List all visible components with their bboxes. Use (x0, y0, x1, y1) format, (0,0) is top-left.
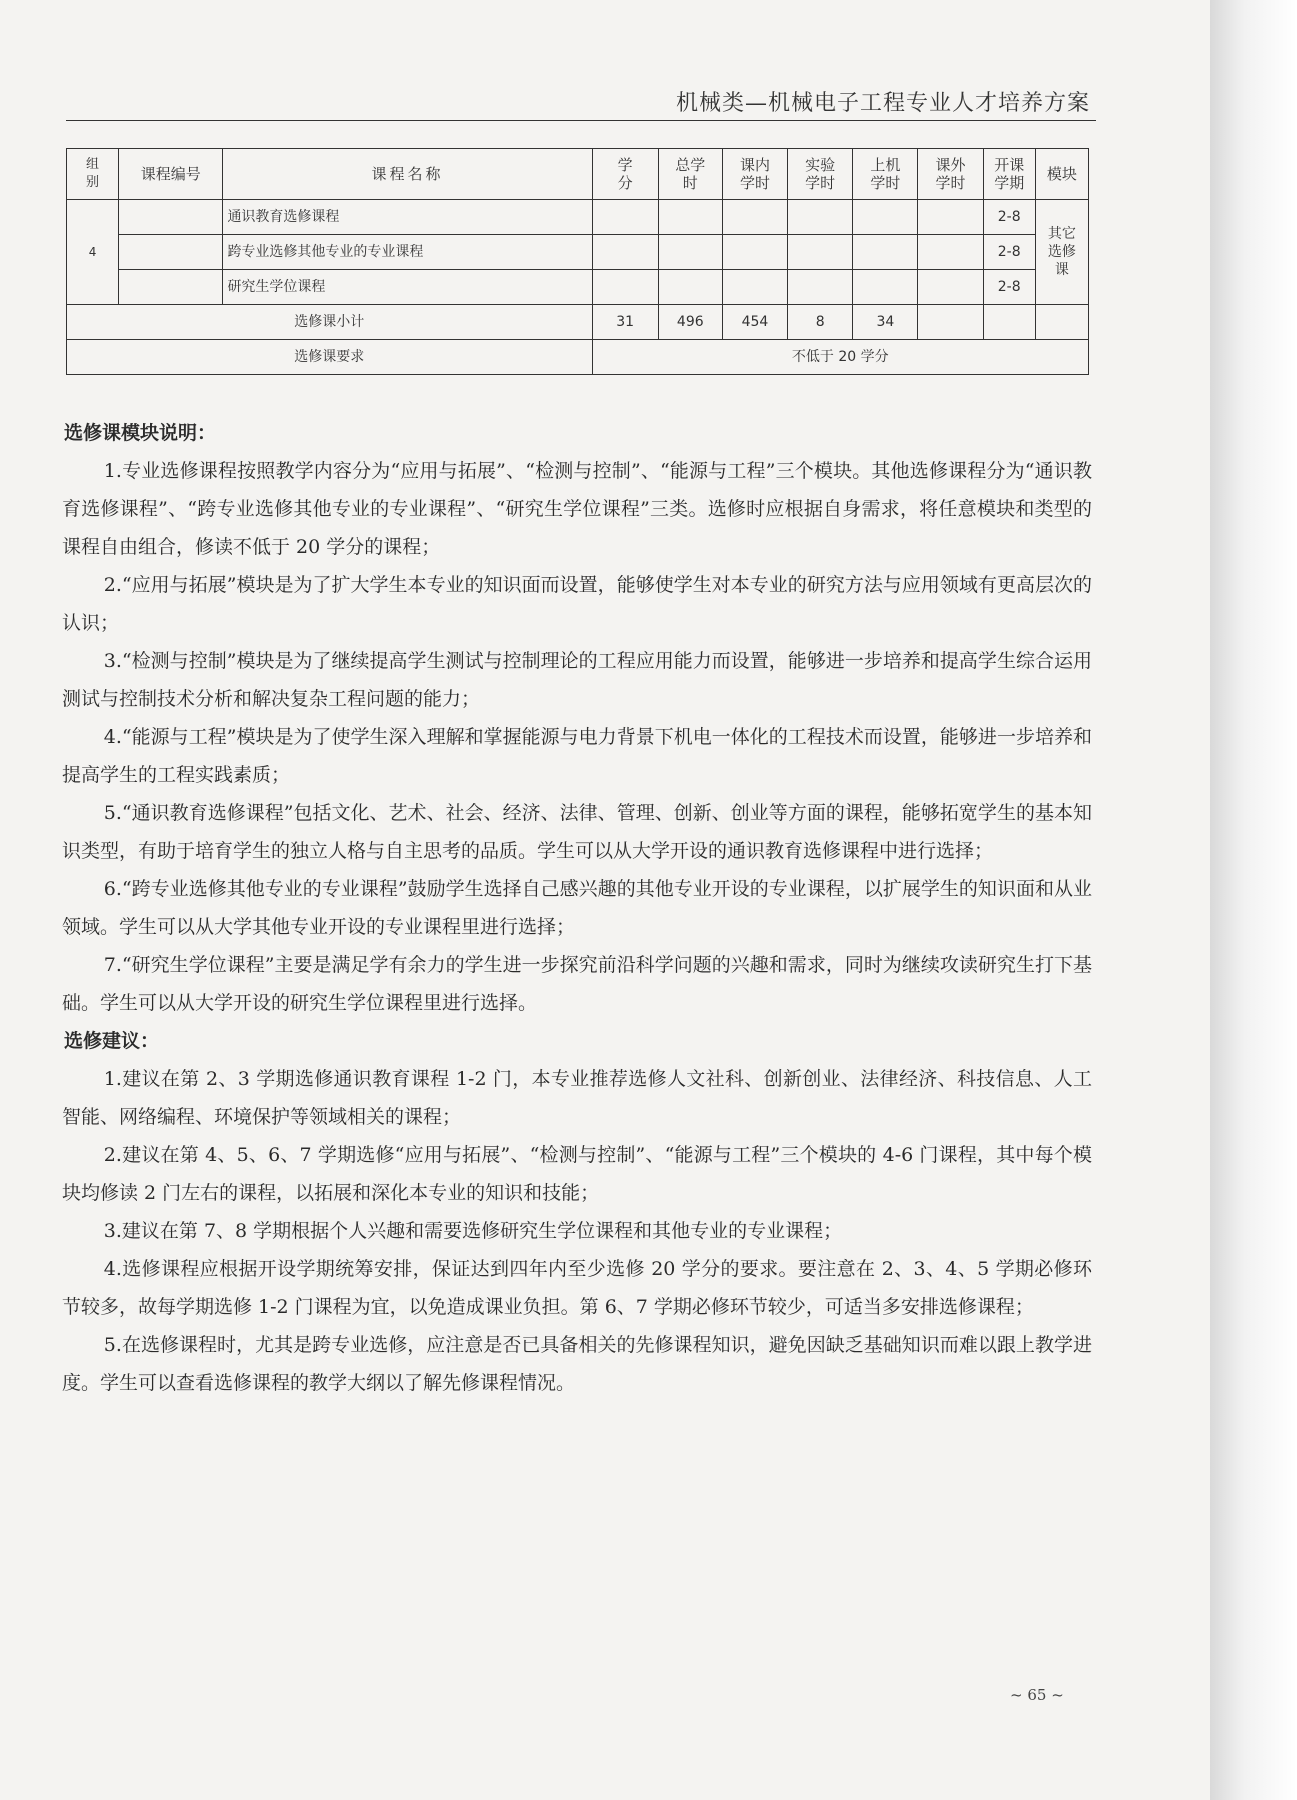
semester-cell: 2-8 (983, 200, 1035, 235)
course-table (66, 148, 1089, 375)
module-note-paragraph: 7.“研究生学位课程”主要是满足学有余力的学生进一步探究前沿科学问题的兴趣和需求，同时为继续攻读研究生打下基础。学生可以从大学开设的研究生学位课程里进行选择。 (62, 954, 1092, 1014)
semester-cell: 2-8 (983, 235, 1035, 270)
subtotal-lecture-hours: 454 (722, 305, 787, 340)
suggestion-paragraph: 4.选修课程应根据开设学期统筹安排，保证达到四年内至少选修 20 学分的要求。要注意在 2、3、4、5 学期必修环节较多，故每学期选修 1-2 门课程为宜，以免造成课业负担。第 6、7 学期必修环节较少，可适当多安排选修课程； (62, 1258, 1092, 1318)
module-note-paragraph: 4.“能源与工程”模块是为了使学生深入理解和掌握能源与电力背景下机电一体化的工程技术而设置，能够进一步培养和提高学生的工程实践素质； (62, 726, 1092, 786)
subtotal-lab-hours: 8 (788, 305, 853, 340)
requirement-row (67, 340, 1089, 375)
suggestions-heading: 选修建议： (64, 1030, 160, 1052)
subtotal-total-hours: 496 (658, 305, 722, 340)
suggestion-paragraph: 2.建议在第 4、5、6、7 学期选修“应用与拓展”、“检测与控制”、“能源与工程”三个模块的 4-6 门课程，其中每个模块均修读 2 门左右的课程，以拓展和深化本专业的知识和技能； (62, 1144, 1092, 1204)
table-row (67, 270, 1089, 305)
header-lab-hours: 实验学时 (788, 149, 853, 200)
table-row (67, 235, 1089, 270)
header-title: 机械类—机械电子工程专业人才培养方案 (675, 91, 1090, 116)
header-extra-hours: 课外学时 (918, 149, 983, 200)
requirement-label: 选修课要求 (67, 340, 593, 375)
header-course-code: 课程编号 (119, 149, 223, 200)
header-group: 组别 (67, 149, 119, 200)
suggestion-paragraph: 1.建议在第 2、3 学期选修通识教育课程 1-2 门，本专业推荐选修人文社科、创新创业、法律经济、科技信息、人工智能、网络编程、环境保护等领域相关的课程； (62, 1068, 1092, 1128)
subtotal-credits: 31 (592, 305, 658, 340)
module-note-paragraph: 2.“应用与拓展”模块是为了扩大学生本专业的知识面而设置，能够使学生对本专业的研究方法与应用领域有更高层次的认识； (62, 574, 1092, 634)
group-cell: 4 (67, 200, 119, 305)
requirement-value: 不低于 20 学分 (592, 340, 1088, 375)
header-credits: 学分 (592, 149, 658, 200)
module-note-paragraph: 1.专业选修课程按照教学内容分为“应用与拓展”、“检测与控制”、“能源与工程”三个模块。其他选修课程分为“通识教育选修课程”、“跨专业选修其他专业的专业课程”、“研究生学位课程”三类。选修时应根据自身需求，将任意模块和类型的课程自由组合，修读不低于 20 学分的课程； (62, 460, 1092, 558)
module-notes-section (62, 414, 1092, 1402)
course-name-cell: 跨专业选修其他专业的专业课程 (223, 235, 592, 270)
module-note-paragraph: 6.“跨专业选修其他专业的专业课程”鼓励学生选择自己感兴趣的其他专业开设的专业课程，以扩展学生的知识面和从业领域。学生可以从大学其他专业开设的专业课程里进行选择； (62, 878, 1092, 938)
header-total-hours: 总学时 (658, 149, 722, 200)
header-course-name: 课程名称 (223, 149, 592, 200)
suggestion-paragraph: 3.建议在第 7、8 学期根据个人兴趣和需要选修研究生学位课程和其他专业的专业课程； (103, 1220, 843, 1242)
subtotal-row (67, 305, 1089, 340)
subtotal-computer-hours: 34 (853, 305, 918, 340)
page-edge (1210, 0, 1297, 1800)
header-computer-hours: 上机学时 (853, 149, 918, 200)
module-note-paragraph: 3.“检测与控制”模块是为了继续提高学生测试与控制理论的工程应用能力而设置，能够进一步培养和提高学生综合运用测试与控制技术分析和解决复杂工程问题的能力； (62, 650, 1092, 710)
course-code-cell (119, 200, 223, 235)
header-lecture-hours: 课内学时 (722, 149, 787, 200)
page-header (66, 86, 1096, 121)
module-note-paragraph: 5.“通识教育选修课程”包括文化、艺术、社会、经济、法律、管理、创新、创业等方面的课程，能够拓宽学生的基本知识类型，有助于培育学生的独立人格与自主思考的品质。学生可以从大学开设的通识教育选修课程中进行选择； (62, 802, 1092, 862)
module-notes-heading: 选修课模块说明： (64, 422, 217, 444)
header-semester: 开课学期 (983, 149, 1035, 200)
module-cell: 其它选修课 (1035, 200, 1088, 305)
course-code-cell (119, 235, 223, 270)
page-number: ~ 65 ~ (1010, 1686, 1064, 1704)
table-header-row (67, 149, 1089, 200)
table-row (67, 200, 1089, 235)
suggestion-paragraph: 5.在选修课程时，尤其是跨专业选修，应注意是否已具备相关的先修课程知识，避免因缺乏基础知识而难以跟上教学进度。学生可以查看选修课程的教学大纲以了解先修课程情况。 (62, 1334, 1092, 1394)
course-name-cell: 研究生学位课程 (223, 270, 592, 305)
semester-cell: 2-8 (983, 270, 1035, 305)
course-code-cell (119, 270, 223, 305)
subtotal-label: 选修课小计 (67, 305, 593, 340)
course-name-cell: 通识教育选修课程 (223, 200, 592, 235)
header-module: 模块 (1035, 149, 1088, 200)
